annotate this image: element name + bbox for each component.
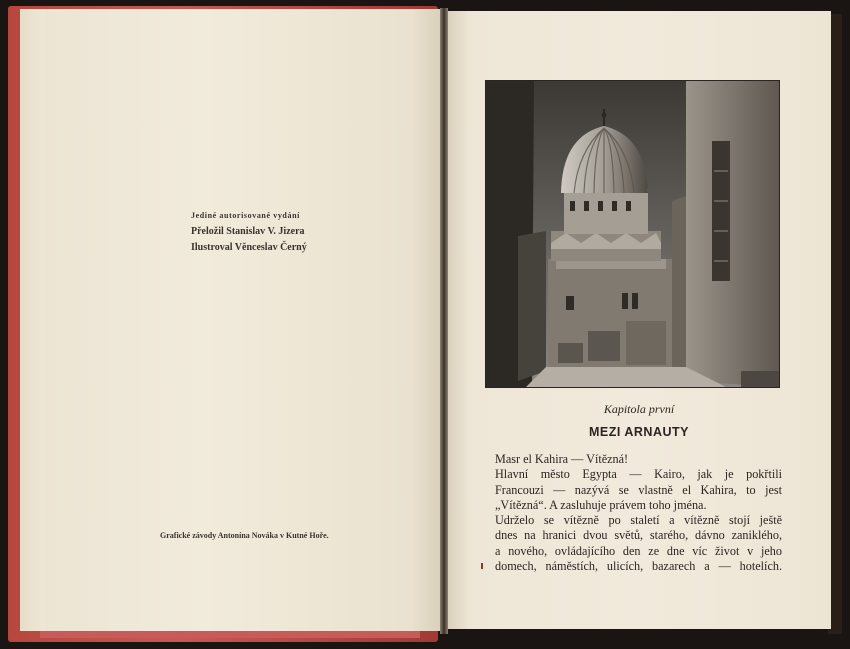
mosque-photo bbox=[485, 80, 780, 388]
chapter-title: MEZI ARNAUTY bbox=[589, 425, 689, 439]
book-gutter bbox=[440, 8, 448, 634]
signature-mark bbox=[481, 563, 483, 569]
illustrator-credit: Ilustroval Věnceslav Černý bbox=[191, 242, 307, 253]
body-line: Hlavní město Egypta — Kairo, jak je pokřtili bbox=[495, 467, 782, 482]
body-line: Masr el Kahira — Vítězná! bbox=[495, 452, 629, 466]
mosque-illustration bbox=[486, 81, 779, 387]
body-line: Francouzi — nazývá se vlastně el Kahira, to jest bbox=[495, 482, 782, 497]
chapter-body bbox=[495, 452, 782, 574]
body-line: „Vítězná“. A zasluhuje právem toho jména. bbox=[495, 497, 707, 512]
printer-imprint: Grafické závody Antonína Nováka v Kutné Hoře. bbox=[160, 531, 329, 540]
body-line: Udrželo se vítězně po staletí a vítězně stojí ještě bbox=[495, 513, 782, 528]
body-line: dnes na hranici dvou světů, starého, dávno zaniklého, bbox=[495, 528, 782, 543]
chapter-label: Kapitola první bbox=[603, 402, 675, 416]
body-line: domech, náměstích, ulicích, bazarech a — hotelích. bbox=[495, 559, 782, 574]
edition-note: Jediné autorisované vydání bbox=[191, 211, 300, 220]
translator-credit: Přeložil Stanislav V. Jizera bbox=[191, 226, 305, 237]
credits-block bbox=[191, 208, 341, 256]
body-line: a nového, ovládajícího den ze dne víc život v jeho bbox=[495, 543, 782, 558]
